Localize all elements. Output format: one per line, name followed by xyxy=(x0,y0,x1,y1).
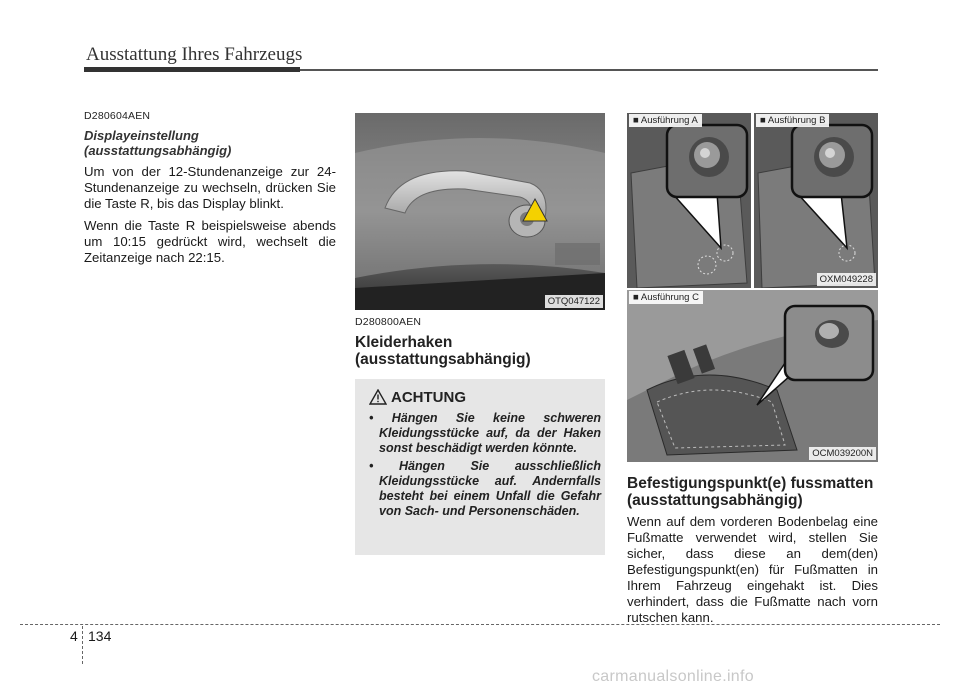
floor-mat-photo-c xyxy=(627,290,878,462)
variant-label-c: ■ Ausführung C xyxy=(629,291,703,304)
warning-item: • Hängen Sie keine schweren Kleidungsstücke auf, da der Haken sonst beschädigt werden könnte. xyxy=(369,411,601,455)
header-rule-accent xyxy=(84,67,300,72)
warning-box xyxy=(355,379,605,555)
watermark: carmanualsonline.info xyxy=(592,668,754,685)
coat-hook-section xyxy=(355,316,605,368)
photo-caption: OTQ047122 xyxy=(545,295,603,308)
footer-divider xyxy=(82,626,83,664)
page-header-title: Ausstattung Ihres Fahrzeugs xyxy=(86,44,303,65)
floor-mat-section xyxy=(627,469,878,626)
warning-triangle-icon xyxy=(369,389,387,405)
section-title: Displayeinstellung (ausstattungsabhängig) xyxy=(84,128,232,158)
footer-rule xyxy=(20,624,940,625)
section-code: D280604AEN xyxy=(84,110,151,122)
section-title: Befestigungspunkt(e) fussmatten (ausstattungsabhängig) xyxy=(627,475,874,509)
paragraph: Um von der 12-Stundenanzeige zur 24-Stundenanzeige zu wechseln, drücken Sie die Taste R, bis das Display blinkt. xyxy=(84,164,336,211)
section-code: D280800AEN xyxy=(355,316,422,328)
coat-hook-photo xyxy=(355,113,605,310)
warning-item: • Hängen Sie ausschließlich Kleidungsstücke auf. Andernfalls besteht bei einem Unfall die Gefahr von Sach- und Personenschäden. xyxy=(369,459,601,518)
floor-mat-photo-ab xyxy=(627,113,878,288)
variant-label-a: ■ Ausführung A xyxy=(629,114,702,127)
warning-list xyxy=(365,411,601,522)
variant-label-b: ■ Ausführung B xyxy=(756,114,829,127)
paragraph: Wenn auf dem vorderen Bodenbelag eine Fußmatte verwendet wird, stellen Sie sicher, dass diese an dem(den) Befestigungspunkt(en) für Fußmatten in Ihrem Fahrzeug eingehakt ist. Dies verhindert, dass die Fußmatte nach vorn rutschen kann. xyxy=(627,514,878,625)
section-title: Kleiderhaken (ausstattungsabhängig) xyxy=(355,334,531,368)
paragraph: Wenn die Taste R beispielsweise abends um 10:15 gedrückt wird, wechselt die Zeitanzeige nach 22:15. xyxy=(84,218,336,265)
coat-hook-illustration xyxy=(355,113,605,310)
warning-title: ACHTUNG xyxy=(391,389,466,406)
photo-caption: OCM039200N xyxy=(809,447,876,460)
chapter-number: 4 xyxy=(70,628,78,644)
display-section xyxy=(84,110,336,266)
photo-caption: OXM049228 xyxy=(817,273,876,286)
page-number: 134 xyxy=(88,628,112,644)
floor-mat-ab-illustration xyxy=(627,113,878,288)
floor-mat-c-illustration xyxy=(627,290,878,462)
